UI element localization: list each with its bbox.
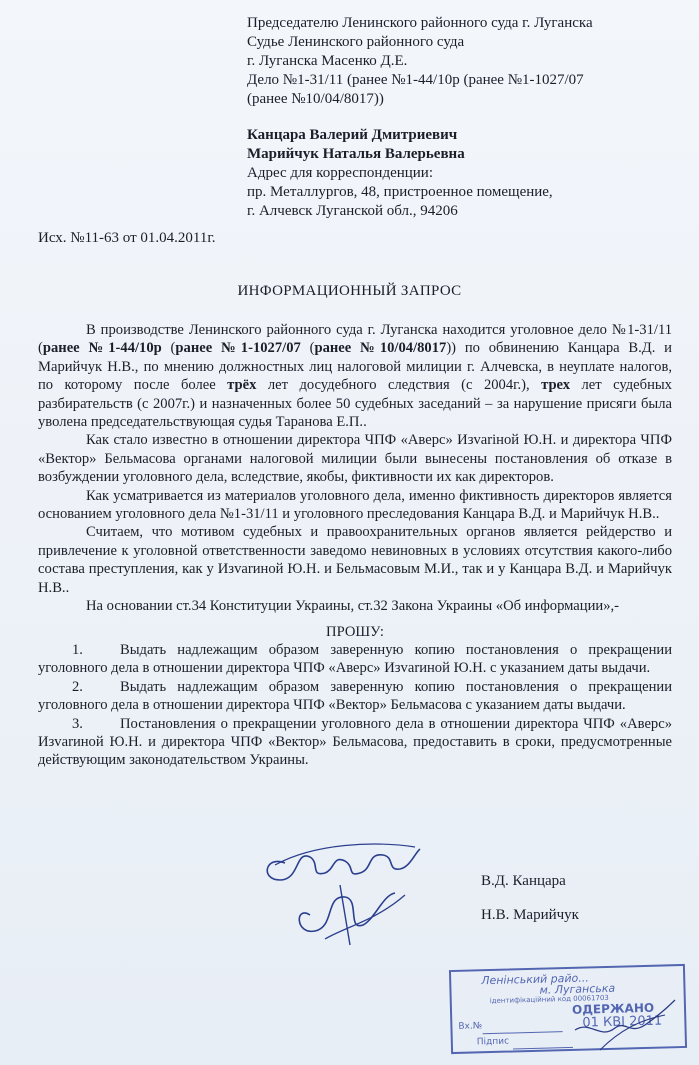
stamp-line-5: Вх.№ <box>458 1021 483 1032</box>
paragraph-5: На основании ст.34 Конституции Украины, ст.32 Закона Украины «Об информации»,- <box>86 598 619 615</box>
stamp-line-4: ОДЕРЖАНО <box>571 1000 655 1017</box>
sender-name-1: Канцара Валерий Дмитриевич <box>247 127 458 143</box>
addressee-line: (ранее №10/04/8017)) <box>247 91 384 107</box>
addressee-line: Судье Ленинского районного суда <box>247 34 465 50</box>
paragraph-3: Как усматривается из материалов уголовного дела, именно фиктивность директоров является основанием уголовного дела №1-31/11 и уголовного преследования Канцара В.Д. и Марийчук Н.В.. <box>38 487 672 523</box>
signatory-name-1: В.Д. Канцара <box>481 873 566 889</box>
bold-run: ранее №10/04/8017 <box>314 340 447 357</box>
text-run: ( <box>300 340 315 357</box>
item-number: 1. <box>72 641 83 658</box>
handwritten-signatures <box>255 835 425 955</box>
stamp-date: 01 КВІ 2011 <box>582 1013 663 1031</box>
addressee-line: Председателю Ленинского районного суда г. Луганска <box>247 15 593 31</box>
paragraph-4: Считаем, что мотивом судебных и правоохранительных органов является рейдерство и привлечение к уголовной ответственности заведомо невиновных в условиях отсутствия какого-либо состава преступления, как у Изvarиной Ю.Н. и Бельмасовым М.И., так и у Канцара В.Д. и Марийчук Н.В.. <box>38 524 672 596</box>
bold-run: ранее №1-44/10р <box>42 340 162 357</box>
item-text: Постановления о прекращении уголовного дела в отношении директора ЧПФ «Аверс» Изvarиной Ю.Н. и директора ЧПФ «Вектор» Бельмасова, предоставить в сроки, предусмотренные действующим законодательством Украины. <box>38 715 672 769</box>
document-title: ИНФОРМАЦИОННЫЙ ЗАПРОС <box>237 283 462 299</box>
bold-run: ранее №1-1027/07 <box>175 340 301 357</box>
stamp-line-1: Ленінський райо... <box>481 971 589 988</box>
bold-run: трёх <box>227 377 257 394</box>
text-run: )) по обвинению Канцара В.Д. и Марийчук Н.В., по мнению должностных лиц налоговой милиции г. Алчевска, в неуплате налогов, по которому после более <box>38 340 672 394</box>
text-run: лет судебных разбирательств (с 2007г.) и назначенных более 50 судебных заседаний – за нарушение присяги была уволена председательствующая судья Таранова Е.П.. <box>38 377 672 431</box>
sender-name-2: Марийчук Наталья Валерьевна <box>247 146 465 162</box>
addressee-block <box>247 14 687 109</box>
text-run: лет досудебного следствия (с 2004г.), <box>256 377 542 394</box>
item-text: Выдать надлежащим образом заверенную копию постановления о прекращении уголовного дела в отношении директора ЧПФ «Аверс» Изvarиной Ю.Н. с указанием даты выдачи. <box>38 641 672 677</box>
item-number: 3. <box>72 715 83 732</box>
address-line-2: г. Алчевск Луганской обл., 94206 <box>247 203 458 219</box>
text-run: ( <box>161 340 176 357</box>
stamp-line-7: Підпис <box>476 1036 510 1048</box>
request-title: ПРОШУ: <box>326 623 384 640</box>
addressee-line: Дело №1-31/11 (ранее №1-44/10р (ранее №1-1027/07 <box>247 72 584 88</box>
bold-run: трех <box>541 377 571 394</box>
signature-drawing <box>255 835 425 955</box>
address-line-1: пр. Металлургов, 48, пристроенное помещение, <box>247 184 553 200</box>
stamp-line-2: м. Луганська <box>539 981 616 997</box>
stamp-underline <box>513 1047 573 1050</box>
item-text: Выдать надлежащим образом заверенную копию постановления о прекращении уголовного дела в отношении директора ЧПФ «Вектор» Бельмасова с указанием даты выдачи. <box>38 678 672 714</box>
stamp-underline <box>483 1031 563 1034</box>
sender-block <box>247 126 687 221</box>
stamp-signature-drawing <box>570 990 680 1060</box>
paragraph-1 <box>38 321 672 431</box>
item-number: 2. <box>72 678 83 695</box>
address-label: Адрес для корреспонденции: <box>247 165 434 181</box>
request-item-3 <box>38 715 672 770</box>
request-item-2 <box>38 678 672 715</box>
text-run: В производстве Ленинского районного суда г. Луганска находится уголовное дело №1-31/11 ( <box>38 322 672 357</box>
addressee-line: г. Луганска Масенко Д.Е. <box>247 53 408 69</box>
signatory-name-2: Н.В. Марийчук <box>481 907 579 923</box>
outgoing-number: Исх. №11-63 от 01.04.2011г. <box>38 230 216 246</box>
stamp-line-3: ідентифікаційний код 00061703 <box>489 993 609 1006</box>
request-item-1 <box>38 641 672 678</box>
document-body <box>38 321 672 770</box>
paragraph-2: Как стало известно в отношении директора ЧПФ «Аверс» Изvariной Ю.Н. и директора ЧПФ «Вектор» Бельмасова органами налоговой милиции были вынесены постановления об отказе в возбуждении уголовного дела, вследствие, якобы, фиктивности их как директоров. <box>38 432 672 486</box>
